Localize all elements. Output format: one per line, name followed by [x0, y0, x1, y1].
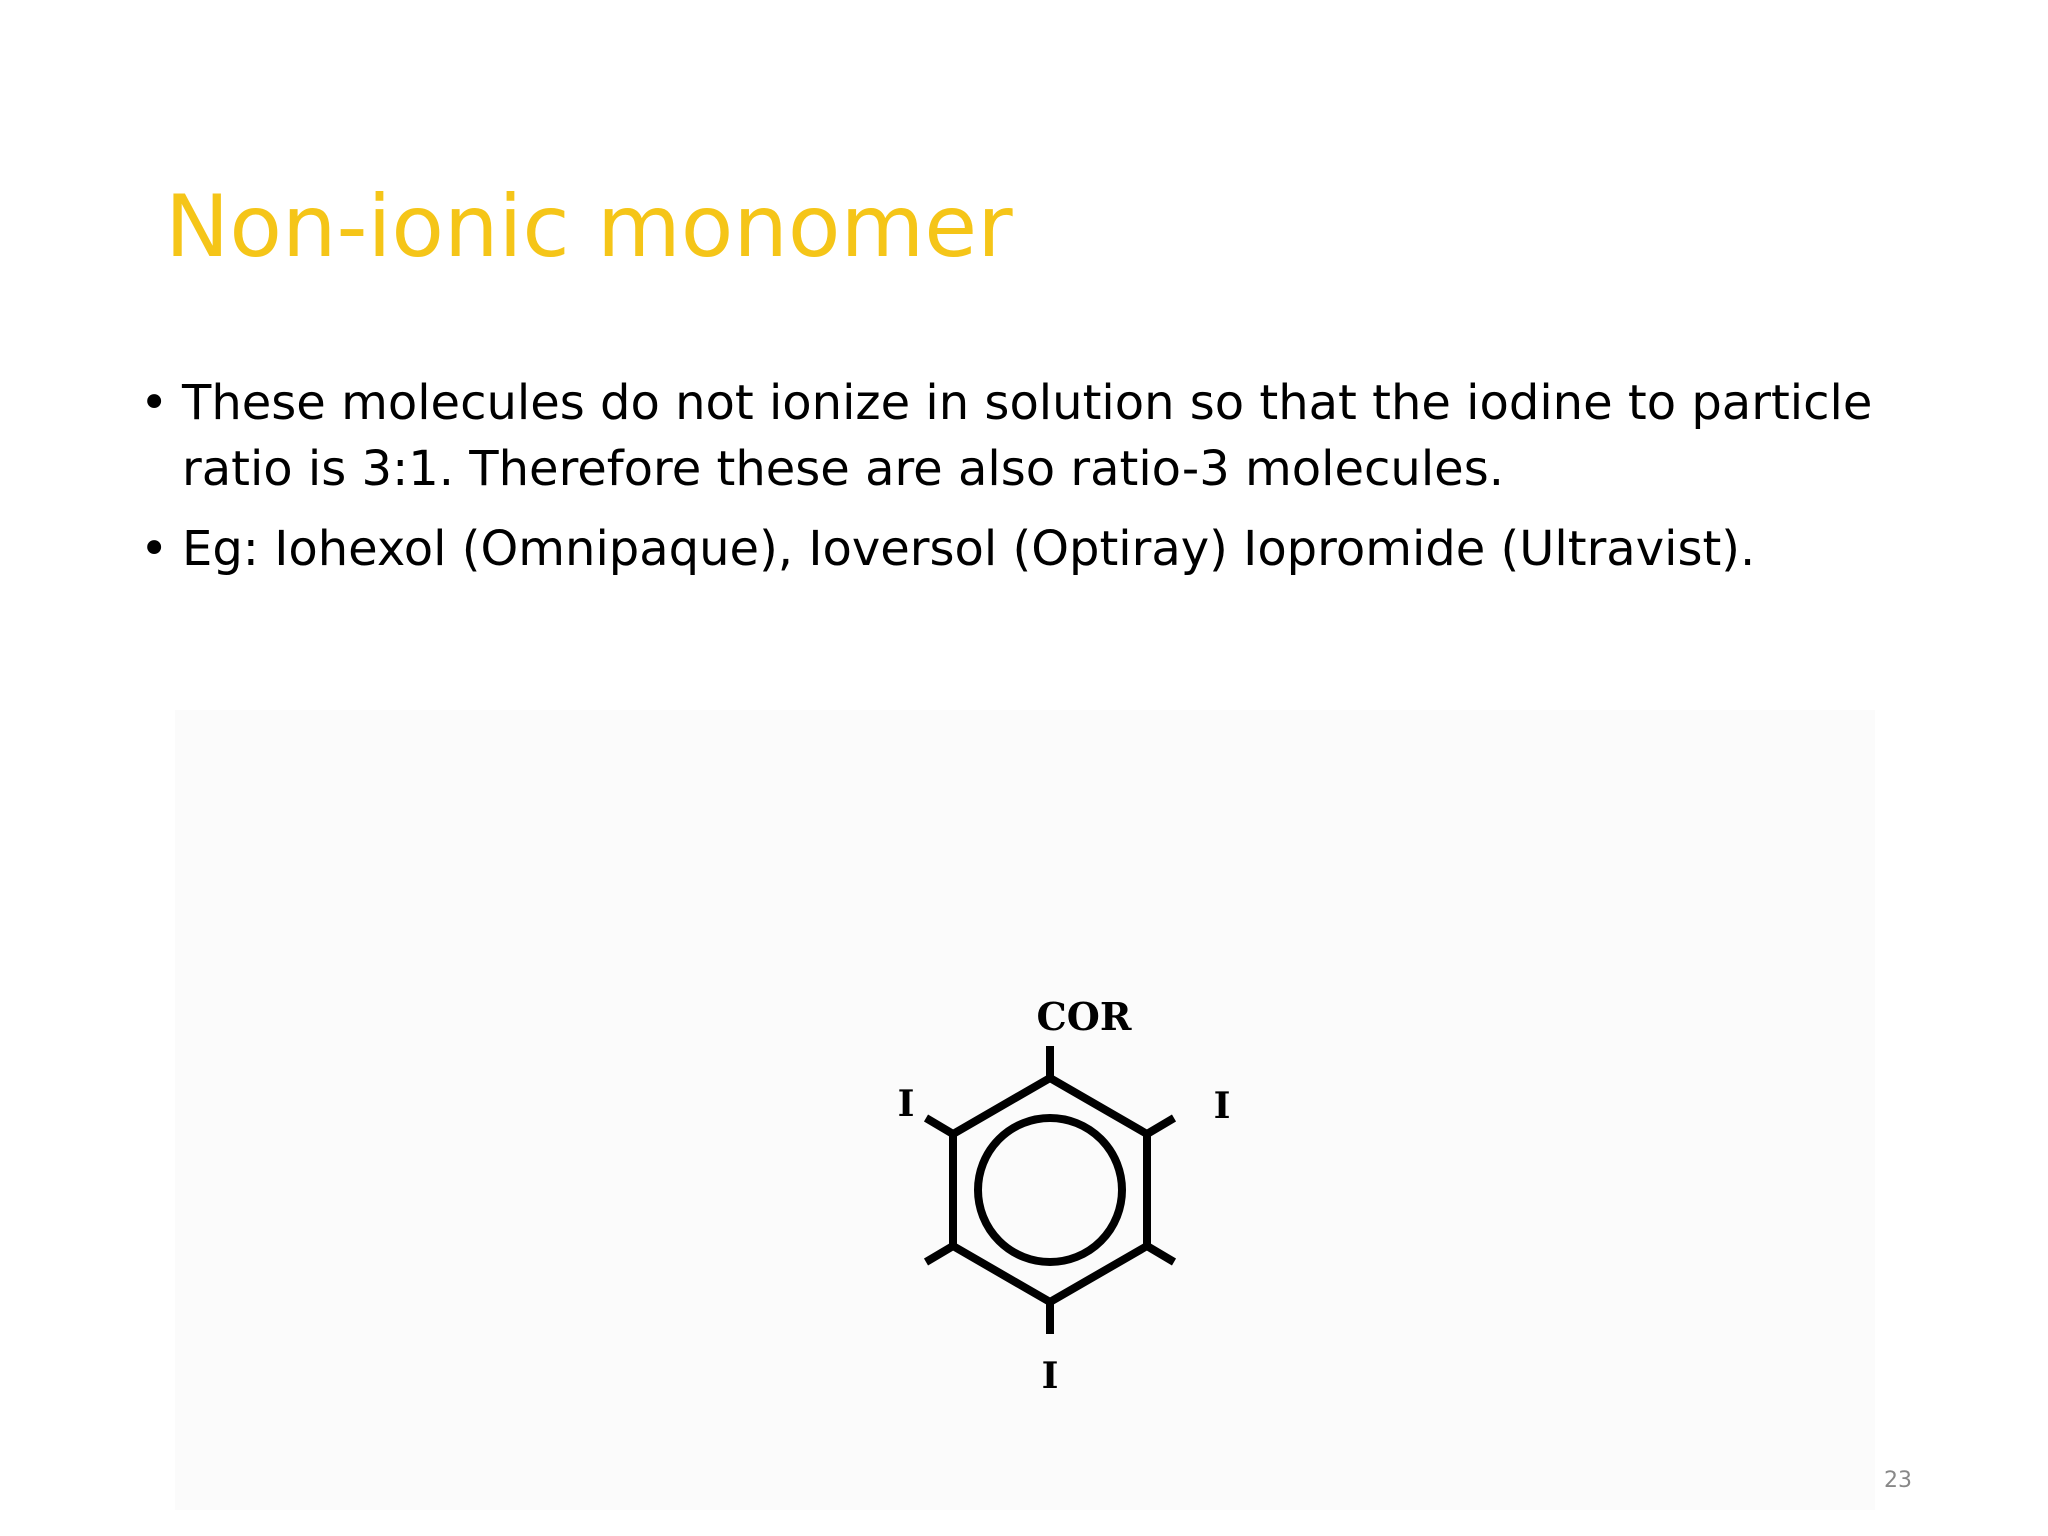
- bond-top-left: [926, 1118, 953, 1134]
- aromatic-circle: [978, 1118, 1122, 1262]
- slide-title: Non-ionic monomer: [165, 177, 1013, 277]
- bullet-dot: •: [140, 375, 169, 431]
- label-left: I: [897, 1083, 915, 1125]
- label-top: COR: [1036, 994, 1132, 1039]
- bond-bottom-left: [926, 1246, 953, 1262]
- bond-top-right: [1147, 1118, 1174, 1134]
- page-number: 23: [1884, 1468, 1912, 1493]
- bullet-dot: •: [140, 521, 169, 577]
- benzene-hexagon: [953, 1078, 1147, 1302]
- benzene-ring-diagram: [860, 950, 1240, 1430]
- bullet-item: [140, 516, 1940, 582]
- bond-bottom-right: [1147, 1246, 1174, 1262]
- bullet-item: [140, 370, 1940, 502]
- label-right: I: [1213, 1085, 1231, 1127]
- label-bottom: I: [1041, 1355, 1059, 1397]
- bullet-text: Eg: Iohexol (Omnipaque), Ioversol (Optiray) Iopromide (Ultravist).: [182, 521, 1756, 577]
- bullet-text: These molecules do not ionize in solution so that the iodine to particle ratio is 3:1. Therefore these are also ratio-3 molecules.: [182, 375, 1873, 497]
- bullet-list: [140, 370, 1940, 596]
